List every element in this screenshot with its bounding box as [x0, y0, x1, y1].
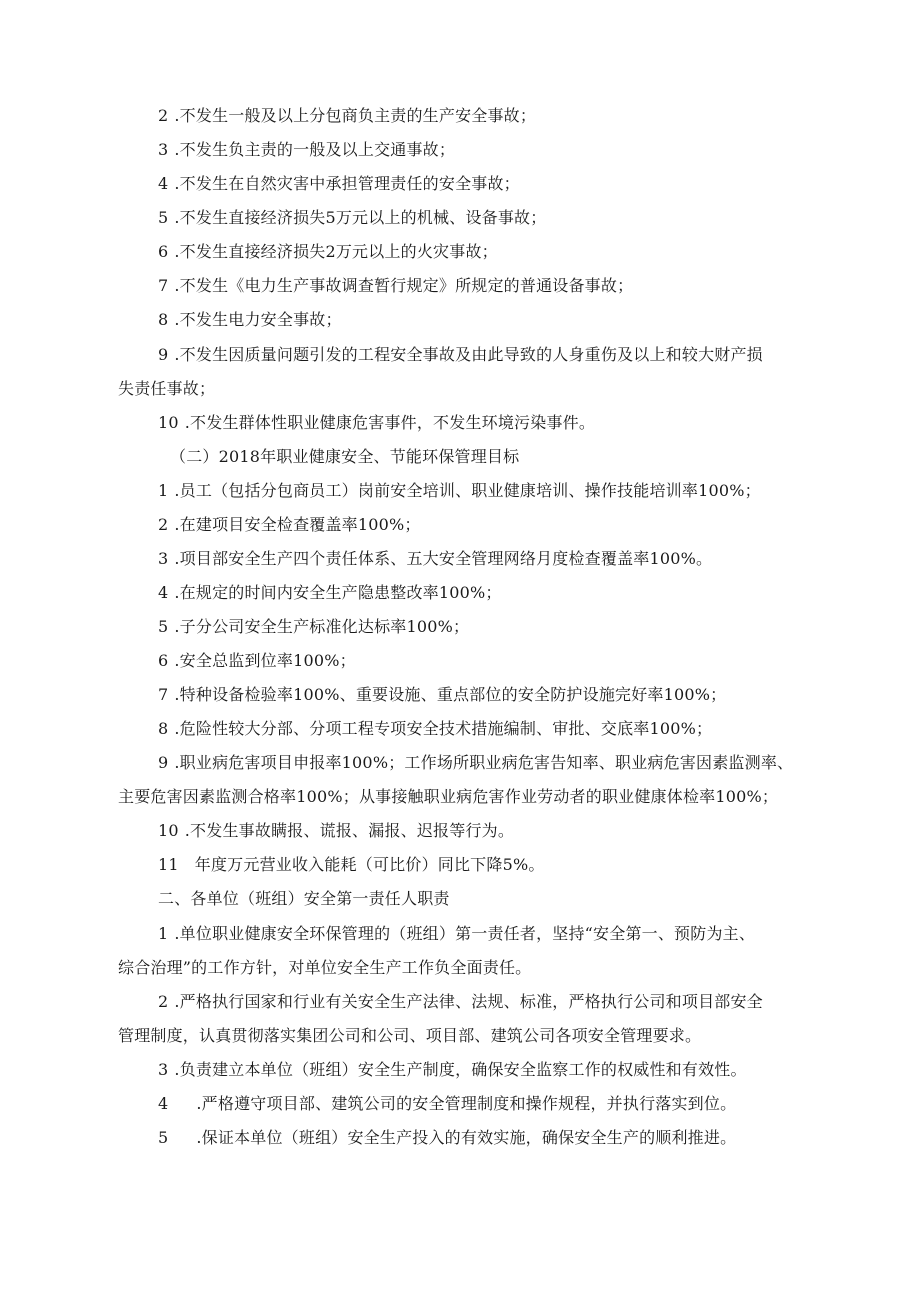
item-text: .安全总监到位率100%； [174, 651, 356, 670]
list-item [158, 140, 455, 160]
list-item [158, 855, 545, 875]
item-text: .职业病危害项目申报率100%；工作场所职业病危害告知率、职业病危害因素监测率、 [174, 753, 794, 772]
item-number: 2 [158, 515, 169, 534]
list-item [158, 583, 502, 603]
item-text: .不发生在自然灾害中承担管理责任的安全事故； [174, 174, 520, 193]
list-item [158, 276, 633, 296]
item-text: .严格执行国家和行业有关安全生产法律、法规、标准，严格执行公司和项目部安全 [174, 992, 763, 1011]
list-item [158, 685, 726, 705]
list-item [158, 481, 761, 501]
item-number: 10 [158, 413, 179, 432]
item-number: 4 [158, 1094, 169, 1113]
item-text: .不发生一般及以上分包商负主责的生产安全事故； [174, 106, 537, 125]
item-number: 5 [158, 1128, 169, 1147]
list-item [158, 106, 536, 126]
item-text: .保证本单位（班组）安全生产投入的有效实施，确保安全生产的顺利推进。 [196, 1128, 737, 1147]
item-text: .负责建立本单位（班组）安全生产制度，确保安全监察工作的权威性和有效性。 [174, 1060, 747, 1079]
item-number: 1 [158, 481, 169, 500]
item-number: 11 [158, 855, 179, 874]
item-text: 主要危害因素监测合格率100%；从事接触职业病危害作业劳动者的职业健康体检率100%； [118, 787, 779, 806]
item-number: 7 [158, 685, 169, 704]
list-item [158, 1128, 736, 1148]
item-text: .不发生因质量问题引发的工程安全事故及由此导致的人身重伤及以上和较大财产损 [174, 345, 763, 364]
list-item [158, 174, 520, 194]
item-text: .员工（包括分包商员工）岗前安全培训、职业健康培训、操作技能培训率100%； [174, 481, 761, 500]
list-item [158, 924, 755, 944]
list-item [158, 617, 469, 637]
item-number: 3 [158, 549, 169, 568]
list-item [158, 1060, 747, 1080]
section-heading [170, 447, 519, 467]
list-item [158, 515, 421, 535]
item-text: .项目部安全生产四个责任体系、五大安全管理网络月度检查覆盖率100%。 [174, 549, 713, 568]
item-number: 4 [158, 583, 169, 602]
item-number: 1 [158, 924, 169, 943]
item-number: 9 [158, 345, 169, 364]
item-number: 6 [158, 651, 169, 670]
item-number: 5 [158, 617, 169, 636]
item-text: .在建项目安全检查覆盖率100%； [174, 515, 421, 534]
item-number: 5 [158, 208, 169, 227]
item-number: 3 [158, 140, 169, 159]
item-number: 4 [158, 174, 169, 193]
item-text: .在规定的时间内安全生产隐患整改率100%； [174, 583, 502, 602]
item-text: .不发生事故瞒报、谎报、漏报、迟报等行为。 [184, 821, 515, 840]
item-number: 8 [158, 310, 169, 329]
item-number: 2 [158, 992, 169, 1011]
item-number: 8 [158, 719, 169, 738]
item-text: .子分公司安全生产标准化达标率100%； [174, 617, 470, 636]
item-text: .严格遵守项目部、建筑公司的安全管理制度和操作规程，并执行落实到位。 [196, 1094, 737, 1113]
list-item-continuation [118, 379, 215, 399]
item-number: 6 [158, 242, 169, 261]
item-number: 10 [158, 821, 179, 840]
list-item [158, 310, 342, 330]
item-number: 7 [158, 276, 169, 295]
heading-text: （二）2018年职业健康安全、节能环保管理目标 [170, 447, 520, 466]
list-item-continuation [118, 1026, 701, 1046]
item-text: .危险性较大分部、分项工程专项安全技术措施编制、审批、交底率100%； [174, 719, 713, 738]
list-item-continuation [118, 787, 778, 807]
list-item [158, 1094, 736, 1114]
list-item [158, 208, 546, 228]
list-item [158, 821, 514, 841]
item-text: .不发生群体性职业健康危害事件，不发生环境污染事件。 [184, 413, 596, 432]
item-text: .不发生负主责的一般及以上交通事故； [174, 140, 456, 159]
list-item [158, 992, 763, 1012]
item-text: .不发生直接经济损失2万元以上的火灾事故； [174, 242, 498, 261]
list-item [158, 345, 763, 365]
item-text: .特种设备检验率100%、重要设施、重点部位的安全防护设施完好率100%； [174, 685, 727, 704]
list-item [158, 719, 712, 739]
section-heading [158, 889, 450, 909]
item-text: 综合治理”的工作方针，对单位安全生产工作负全面责任。 [118, 958, 532, 977]
item-number: 9 [158, 753, 169, 772]
item-text: .不发生电力安全事故； [174, 310, 342, 329]
list-item [158, 242, 498, 262]
item-number: 3 [158, 1060, 169, 1079]
list-item [158, 549, 712, 569]
item-text: .不发生《电力生产事故调查暂行规定》所规定的普通设备事故； [174, 276, 634, 295]
list-item [158, 651, 356, 671]
item-text: 管理制度，认真贯彻落实集团公司和公司、项目部、建筑公司各项安全管理要求。 [118, 1026, 702, 1045]
item-text: .不发生直接经济损失5万元以上的机械、设备事故； [174, 208, 547, 227]
list-item-continuation [118, 958, 531, 978]
list-item [158, 753, 793, 773]
list-item [158, 413, 595, 433]
heading-text: 二、各单位（班组）安全第一责任人职责 [158, 889, 450, 908]
item-number: 2 [158, 106, 169, 125]
item-text: .单位职业健康安全环保管理的（班组）第一责任者，坚持“安全第一、预防为主、 [174, 924, 756, 943]
item-text: 失责任事故； [118, 379, 216, 398]
item-text: 年度万元营业收入能耗（可比价）同比下降5%。 [194, 855, 545, 874]
